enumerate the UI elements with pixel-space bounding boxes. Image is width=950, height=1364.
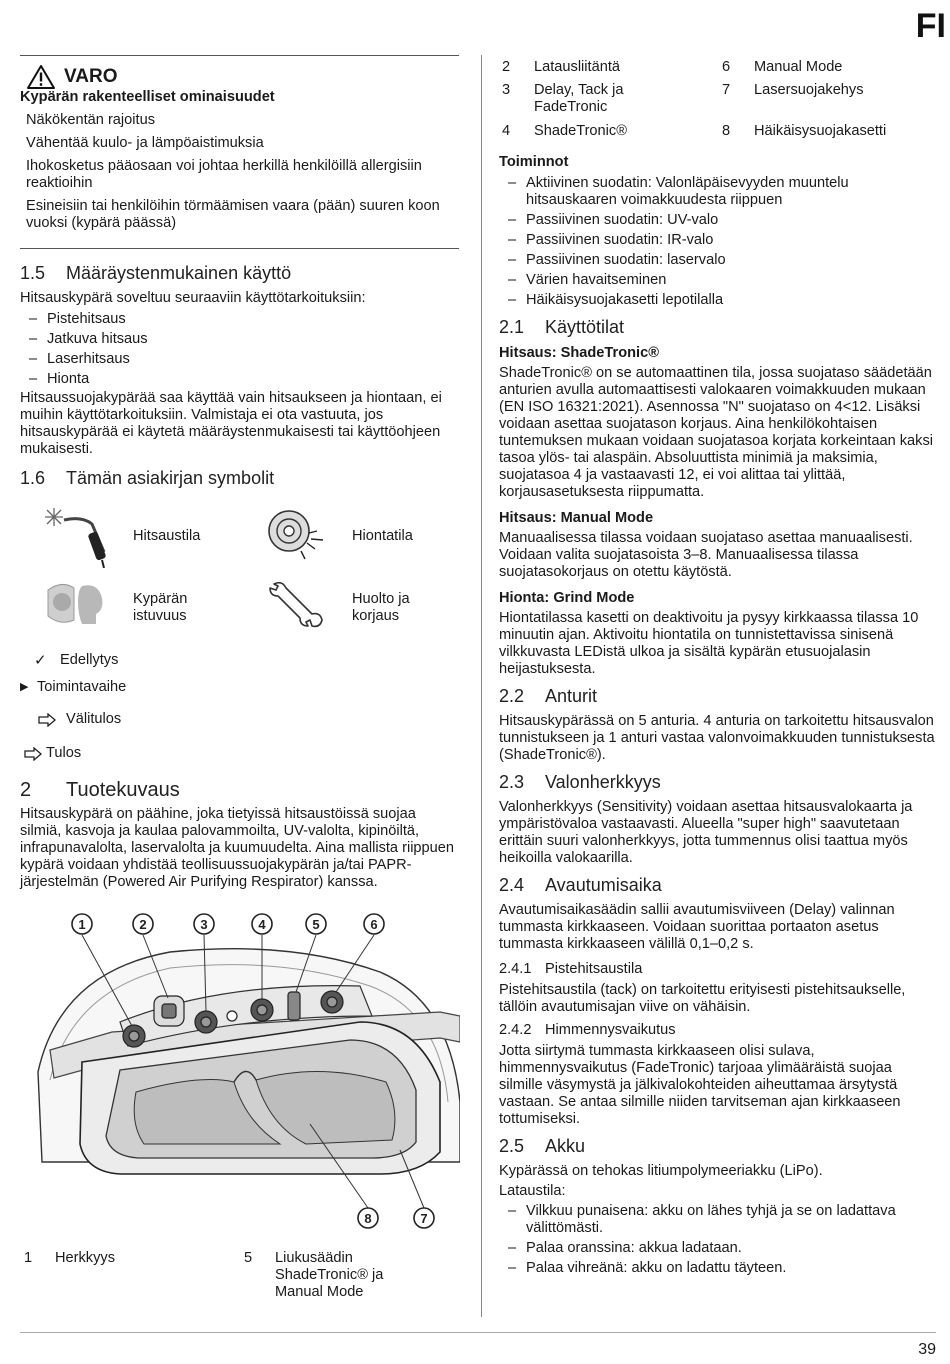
callout-number: 2 — [139, 917, 147, 932]
callout-2 — [133, 914, 153, 934]
paragraph: Avautumisaikasäädin sallii avautumisviiveen (Delay) valinnan tummasta kirkkaaseen. Voidaan suorittaa portaaton asetus tummasta kirkkaaseen välillä 0,1–0,2 s. — [499, 902, 895, 952]
section-title: Tämän asiakirjan symbolit — [66, 468, 275, 488]
subheading: Toiminnot — [499, 154, 569, 170]
service-label — [352, 591, 410, 625]
warning-box — [20, 64, 456, 232]
callout-7 — [414, 1208, 434, 1228]
section-title: Valonherkkyys — [545, 772, 661, 792]
callout-1 — [72, 914, 92, 934]
warning-triangle-icon — [26, 64, 56, 90]
section-title: Akku — [545, 1136, 586, 1156]
legend-label: Latausliitäntä — [534, 59, 621, 75]
subheading: Hitsaus: Manual Mode — [499, 510, 654, 526]
use-list — [20, 311, 460, 388]
legend-label: Häikäisysuojakasetti — [754, 123, 887, 139]
legend-number: 7 — [722, 82, 731, 98]
warning-item: Ihokosketus pääosaan voi johtaa herkillä henkilöillä allergisiin reaktioihin — [26, 158, 422, 191]
marker-label: Tulos — [46, 745, 82, 761]
marker-interim — [38, 711, 121, 728]
warning-item: Vähentää kuulo- ja lämpöaistimuksia — [26, 135, 264, 151]
legend-number: 8 — [722, 123, 731, 139]
list-item: – Värien havaitseminen — [499, 272, 939, 289]
welding-mode-label: Hitsaustila — [133, 528, 201, 544]
paragraph: Hitsauskypärä on päähine, joka tietyissä hitsaustöissä suojaa silmiä, kasvoja ja kaulaa palovammoilta, UV-valolta, kipinöiltä, infrapunavalolta, laservalolta ja kuumuudelta. Aina mallista riippuen kypärä voidaan yhdistää teollisuussuojakypärän ja/tai PAPR-järjestelmän (Powered Air Purifying Respirator) kanssa. — [20, 806, 455, 890]
legend-number: 4 — [502, 123, 511, 139]
callout-number: 3 — [200, 917, 208, 932]
section-heading — [499, 771, 939, 793]
section-number: 2.4.1 — [499, 961, 532, 977]
callout-number: 5 — [312, 917, 320, 932]
marker-result — [24, 745, 81, 762]
legend-item — [244, 1250, 424, 1301]
list-item: – Aktiivinen suodatin: Valonläpäisevyyden muuntelu hitsauskaaren voimakkuudesta riippuen — [499, 175, 939, 209]
wrench-icon — [268, 580, 324, 630]
list-item: – Laserhitsaus — [20, 351, 460, 368]
warning-title: VARO — [64, 66, 118, 87]
list-item: – Hionta — [20, 371, 460, 388]
helmet-fit-label-line: Kypärän — [133, 591, 188, 607]
section-heading — [20, 778, 460, 802]
callout-number: 6 — [370, 917, 378, 932]
list-item: – Häikäisysuojakasetti lepotilalla — [499, 292, 939, 309]
callout-number: 7 — [420, 1211, 428, 1226]
section-heading — [20, 467, 274, 489]
list-item: – Pistehitsaus — [20, 311, 460, 328]
callout-6 — [364, 914, 384, 934]
section-title: Avautumisaika — [545, 875, 662, 895]
legend-number: 5 — [244, 1250, 253, 1266]
section-title: Pistehitsaustila — [545, 961, 643, 977]
grinding-disc-icon — [265, 507, 327, 561]
callout-3 — [194, 914, 214, 934]
legend-item — [722, 82, 864, 99]
marker-label: Toimintavaihe — [37, 679, 127, 695]
paragraph: Hitsaussuojakypärää saa käyttää vain hitsaukseen ja hiontaan, ei muihin käyttötarkoituksiin. Valmistaja ei ota vastuuta, jos hitsauskypärää ei käytetä määräystenmukaisesti tai käyttöohjeen mukaisesti. — [20, 390, 442, 457]
warning-subtitle: Kypärän rakenteelliset ominaisuudet — [20, 89, 275, 105]
rule-top-left — [20, 55, 459, 56]
section-number: 2.3 — [499, 772, 525, 792]
page-number: 39 — [918, 1341, 936, 1358]
section-title: Anturit — [545, 686, 598, 706]
checkmark-icon: ✓ — [34, 652, 47, 669]
arrow-outline-icon — [38, 713, 62, 727]
grinding-mode-label: Hiontatila — [352, 528, 413, 544]
battery-status-list — [499, 1203, 939, 1277]
legend-item — [502, 123, 627, 140]
paragraph: ShadeTronic® on se automaattinen tila, jossa suojataso säädetään anturien avulla automaattisesti valokaaren voimakkuuden mukaan (EN ISO 16321:2021). Asennossa "N" suojataso on 4<12. Lisäksi voidaan asettaa suojatason korjaus. Aina henkilökohtaisen tuntemuksen mukaan voidaan suojatasoa korjata korkeintaan kaksi tasoa ylös- tai alaspäin. Absoluuttista minimiä ja maksimia, suojatasoa 4 ja vastaavasti 12, ei voi alittaa tai ylittää, korjausasetuksesta riippumatta. — [499, 365, 934, 500]
paragraph: Hitsauskypärä soveltuu seuraaviin käyttötarkoituksiin: — [20, 290, 366, 306]
functions-list — [499, 175, 939, 309]
paragraph: Hiontatilassa kasetti on deaktivoitu ja pysyy kirkkaassa tilassa 10 minuutin ajan. Aktivoitu hiontatila on tunnistettavissa sinisenä vilkkuvasta LEDistä ulkoa ja sisältä kypärän etusuojalasin heijastuksesta. — [499, 610, 919, 677]
section-heading — [499, 874, 939, 896]
section-2 — [20, 778, 460, 891]
paragraph: Jotta siirtymä tummasta kirkkaaseen olisi sulava, himmennysvaikutus (FadeTronic) tarjoaa ylimääräistä suojaa silmille väsymystä ja jälkivalokohteiden aiheuttamaa ärsytystä vastaan. Se antaa silmille niiden tarvitseman ajan kirkkaaseen tottumiseksi. — [499, 1043, 901, 1127]
warning-item: Näkökentän rajoitus — [26, 112, 155, 128]
marker-label: Edellytys — [60, 652, 119, 668]
helmet-fit-label — [133, 591, 187, 625]
subsection-heading — [499, 1022, 939, 1039]
section-number: 2 — [20, 779, 32, 801]
rule-bottom — [20, 1332, 936, 1333]
legend-number: 2 — [502, 59, 511, 75]
section-number: 1.6 — [20, 468, 46, 488]
section-number: 2.4 — [499, 875, 525, 895]
section-number: 2.1 — [499, 317, 525, 337]
section-title: Tuotekuvaus — [66, 779, 180, 801]
list-item: – Vilkkuu punaisena: akku on lähes tyhjä ja se on ladattava välittömästi. — [499, 1203, 939, 1237]
callout-number: 1 — [78, 917, 86, 932]
legend-label: Liukusäädin ShadeTronic® ja Manual Mode — [275, 1250, 384, 1300]
section-title: Himmennysvaikutus — [545, 1022, 676, 1038]
right-column — [499, 59, 939, 1277]
marker-prerequisite — [34, 652, 118, 669]
section-number: 2.5 — [499, 1136, 525, 1156]
paragraph: Hitsauskypärässä on 5 anturia. 4 anturia on tarkoitettu hitsausvalon tunnistukseen ja 1 anturi vastaa valonvoimakkuuden tunnistuksesta (ShadeTronic®). — [499, 713, 935, 763]
legend-label: Herkkyys — [55, 1250, 115, 1266]
callout-5 — [306, 914, 326, 934]
helmet-figure — [20, 912, 460, 1232]
service-label-line: korjaus — [352, 608, 400, 624]
section-number: 1.5 — [20, 263, 46, 283]
legend-number: 3 — [502, 82, 511, 98]
marker-step — [20, 679, 126, 696]
section-heading — [499, 685, 939, 707]
list-item: – Passiivinen suodatin: laservalo — [499, 252, 939, 269]
section-heading — [20, 262, 460, 284]
paragraph: Pistehitsaustila (tack) on tarkoitettu erityisesti pistehitsaukselle, tällöin avautumisajan viive on vähäisin. — [499, 982, 906, 1015]
legend-number: 6 — [722, 59, 731, 75]
legend-item — [502, 59, 620, 76]
section-title: Määräystenmukainen käyttö — [66, 263, 292, 283]
paragraph: Manuaalisessa tilassa voidaan suojataso asettaa manuaalisesti. Voidaan valita suojatasoista 3–8. Manuaalisessa tilassa suojatasokorjaus on otettu käytöstä. — [499, 530, 913, 580]
section-number: 2.2 — [499, 686, 525, 706]
triangle-right-icon: ▶ — [20, 681, 29, 693]
section-heading — [499, 1135, 939, 1157]
legend-label: ShadeTronic® — [534, 123, 627, 139]
legend-label: Manual Mode — [754, 59, 843, 75]
legend-label: Delay, Tack ja FadeTronic — [534, 82, 624, 115]
legend-label: Lasersuojakehys — [754, 82, 864, 98]
paragraph: Valonherkkyys (Sensitivity) voidaan asettaa hitsausvalokaarta ja ympäristövaloa vastaavasti. Alueella "super high" saavutetaan erittäin suuri valonherkkyys, jotta tummennus olisi taattua myös heikoilla valokaarilla. — [499, 799, 913, 866]
callout-8 — [358, 1208, 378, 1228]
subheading: Hitsaus: ShadeTronic® — [499, 345, 659, 361]
paragraph: Lataustila: — [499, 1183, 566, 1199]
section-heading — [499, 316, 939, 338]
list-item: – Jatkuva hitsaus — [20, 331, 460, 348]
callout-number: 8 — [364, 1211, 372, 1226]
helmet-fit-icon — [42, 580, 106, 626]
welding-torch-icon — [42, 506, 110, 568]
legend-grid — [499, 59, 939, 147]
paragraph: Kypärässä on tehokas litiumpolymeeriakku (LiPo). — [499, 1163, 823, 1179]
subheading: Hionta: Grind Mode — [499, 590, 635, 606]
subsection-heading — [499, 961, 939, 978]
warning-item: Esineisiin tai henkilöihin törmäämisen vaara (pään) suuren koon vuoksi (kypärä päässä) — [26, 198, 440, 231]
language-code: FI — [915, 7, 946, 45]
marker-label: Välitulos — [66, 711, 122, 727]
helmet-fit-label-line: istuvuus — [133, 608, 187, 624]
rule-warning-bottom — [20, 248, 459, 249]
callout-4 — [252, 914, 272, 934]
service-label-line: Huolto ja — [352, 591, 410, 607]
section-title: Käyttötilat — [545, 317, 625, 337]
list-item: – Passiivinen suodatin: UV-valo — [499, 212, 939, 229]
callout-number: 4 — [258, 917, 266, 932]
list-item: – Passiivinen suodatin: IR-valo — [499, 232, 939, 249]
list-item: – Palaa oranssina: akkua ladataan. — [499, 1240, 939, 1257]
warning-heading — [26, 64, 456, 90]
legend-item — [722, 59, 842, 76]
arrow-outline-icon — [24, 747, 46, 761]
list-item: – Palaa vihreänä: akku on ladattu täyteen. — [499, 1260, 939, 1277]
legend-item — [502, 82, 702, 116]
column-divider — [481, 55, 482, 1317]
legend-number: 1 — [24, 1250, 33, 1266]
legend-item — [24, 1250, 224, 1267]
legend-item — [722, 123, 886, 140]
section-number: 2.4.2 — [499, 1022, 532, 1038]
